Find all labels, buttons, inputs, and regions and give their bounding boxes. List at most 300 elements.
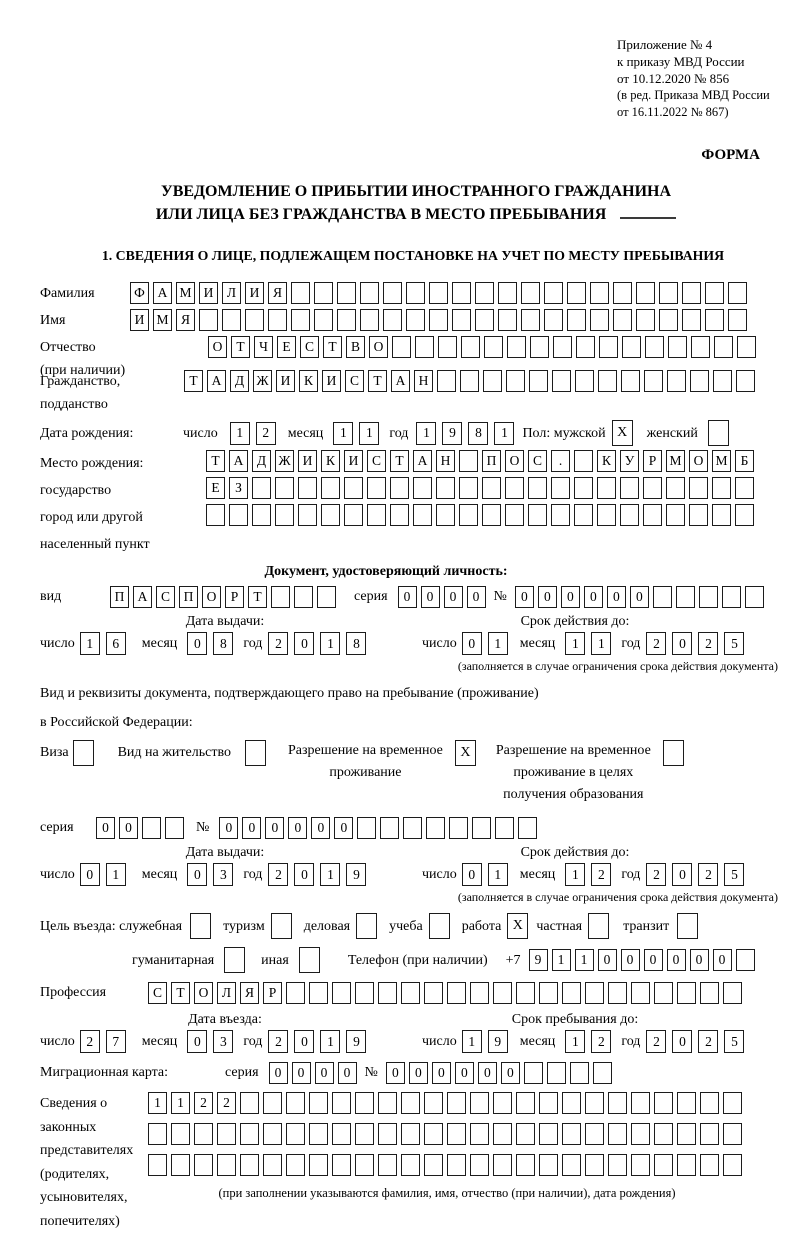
cell[interactable]	[705, 309, 724, 331]
cell[interactable]	[286, 1123, 305, 1145]
cell[interactable]	[529, 370, 548, 392]
cell[interactable]	[271, 586, 290, 608]
cell[interactable]: Т	[248, 586, 267, 608]
cell[interactable]: 1	[488, 863, 508, 886]
cell[interactable]	[314, 282, 333, 304]
cell[interactable]: Е	[206, 477, 225, 499]
cell[interactable]: 0	[455, 1062, 474, 1084]
cell[interactable]	[344, 504, 363, 526]
cell[interactable]	[275, 504, 294, 526]
cell[interactable]: 0	[607, 586, 626, 608]
cell[interactable]: 8	[346, 632, 366, 655]
cell[interactable]	[585, 1154, 604, 1176]
cell[interactable]: А	[207, 370, 226, 392]
cell[interactable]	[506, 370, 525, 392]
cell[interactable]	[378, 1154, 397, 1176]
cell[interactable]	[576, 336, 595, 358]
cell[interactable]: 6	[106, 632, 126, 655]
cell[interactable]	[666, 477, 685, 499]
cell[interactable]	[194, 1123, 213, 1145]
cell[interactable]	[482, 504, 501, 526]
cell[interactable]	[505, 504, 524, 526]
cell[interactable]	[608, 1123, 627, 1145]
cell[interactable]	[294, 586, 313, 608]
cell[interactable]: Л	[222, 282, 241, 304]
cell[interactable]: 8	[213, 632, 233, 655]
cell[interactable]	[424, 1154, 443, 1176]
cell[interactable]: 0	[187, 1030, 207, 1053]
cell[interactable]	[585, 1092, 604, 1114]
cell[interactable]	[689, 477, 708, 499]
cell[interactable]: И	[245, 282, 264, 304]
cell[interactable]	[390, 504, 409, 526]
cell[interactable]: М	[176, 282, 195, 304]
cell[interactable]: 7	[106, 1030, 126, 1053]
cell[interactable]	[426, 817, 445, 839]
cell[interactable]	[355, 1123, 374, 1145]
cell[interactable]: К	[597, 450, 616, 472]
cell[interactable]: Ч	[254, 336, 273, 358]
cell[interactable]: 0	[294, 1030, 314, 1053]
cell[interactable]	[689, 504, 708, 526]
cell[interactable]	[613, 309, 632, 331]
cell[interactable]: 2	[698, 632, 718, 655]
cell[interactable]	[608, 982, 627, 1004]
cell[interactable]	[528, 477, 547, 499]
cell[interactable]: О	[505, 450, 524, 472]
cell[interactable]	[415, 336, 434, 358]
cell[interactable]	[530, 336, 549, 358]
cell[interactable]: 0	[338, 1062, 357, 1084]
cell[interactable]	[597, 504, 616, 526]
cell[interactable]	[723, 1154, 742, 1176]
cell[interactable]: 9	[346, 863, 366, 886]
cell[interactable]	[575, 370, 594, 392]
cell[interactable]	[199, 309, 218, 331]
cell[interactable]: 0	[667, 949, 686, 971]
cell[interactable]	[291, 309, 310, 331]
cell[interactable]: Д	[252, 450, 271, 472]
cell[interactable]	[403, 817, 422, 839]
cell[interactable]: А	[153, 282, 172, 304]
cell[interactable]: 2	[646, 632, 666, 655]
cell[interactable]	[737, 336, 756, 358]
cell[interactable]	[406, 282, 425, 304]
cell[interactable]	[355, 1092, 374, 1114]
cell[interactable]	[309, 1154, 328, 1176]
cell[interactable]	[700, 982, 719, 1004]
cell[interactable]	[337, 309, 356, 331]
cell[interactable]	[367, 504, 386, 526]
cell[interactable]: К	[299, 370, 318, 392]
cell[interactable]	[735, 477, 754, 499]
cell[interactable]	[505, 477, 524, 499]
cell[interactable]	[636, 309, 655, 331]
cell[interactable]	[493, 1123, 512, 1145]
cell[interactable]	[360, 282, 379, 304]
cell[interactable]	[309, 1092, 328, 1114]
cell[interactable]	[493, 1154, 512, 1176]
cell[interactable]	[355, 982, 374, 1004]
cell[interactable]	[472, 817, 491, 839]
cell[interactable]	[360, 309, 379, 331]
cell[interactable]: И	[322, 370, 341, 392]
cell[interactable]	[562, 1123, 581, 1145]
cell[interactable]	[643, 477, 662, 499]
cell[interactable]	[148, 1154, 167, 1176]
cell[interactable]: 0	[119, 817, 138, 839]
cell[interactable]	[585, 1123, 604, 1145]
cell[interactable]	[567, 282, 586, 304]
cell[interactable]: 8	[468, 422, 488, 445]
cell[interactable]	[653, 586, 672, 608]
cell[interactable]	[645, 336, 664, 358]
cell[interactable]	[712, 477, 731, 499]
cell[interactable]	[401, 1123, 420, 1145]
cell[interactable]: 2	[646, 1030, 666, 1053]
purpose-private-checkbox[interactable]	[588, 913, 609, 939]
cell[interactable]	[631, 1154, 650, 1176]
cell[interactable]	[309, 1123, 328, 1145]
cell[interactable]	[498, 282, 517, 304]
cell[interactable]	[171, 1123, 190, 1145]
cell[interactable]: 1	[230, 422, 250, 445]
cell[interactable]: П	[110, 586, 129, 608]
cell[interactable]	[367, 477, 386, 499]
cell[interactable]	[482, 477, 501, 499]
cell[interactable]	[240, 1154, 259, 1176]
cell[interactable]: Т	[231, 336, 250, 358]
cell[interactable]	[459, 450, 478, 472]
cell[interactable]	[677, 1154, 696, 1176]
cell[interactable]	[713, 370, 732, 392]
cell[interactable]	[286, 1092, 305, 1114]
cell[interactable]	[401, 1154, 420, 1176]
cell[interactable]: 0	[444, 586, 463, 608]
cell[interactable]	[590, 309, 609, 331]
cell[interactable]: Т	[184, 370, 203, 392]
cell[interactable]	[309, 982, 328, 1004]
cell[interactable]	[286, 982, 305, 1004]
cell[interactable]: 1	[488, 632, 508, 655]
cell[interactable]	[654, 1123, 673, 1145]
cell[interactable]: 2	[256, 422, 276, 445]
cell[interactable]: О	[689, 450, 708, 472]
cell[interactable]	[524, 1062, 543, 1084]
residence-permit-checkbox[interactable]	[245, 740, 266, 766]
cell[interactable]: Т	[171, 982, 190, 1004]
cell[interactable]	[447, 1154, 466, 1176]
cell[interactable]	[574, 504, 593, 526]
cell[interactable]	[666, 504, 685, 526]
cell[interactable]: А	[391, 370, 410, 392]
cell[interactable]	[460, 370, 479, 392]
cell[interactable]	[539, 1123, 558, 1145]
purpose-official-checkbox[interactable]	[190, 913, 211, 939]
cell[interactable]	[142, 817, 161, 839]
cell[interactable]: И	[130, 309, 149, 331]
cell[interactable]	[621, 370, 640, 392]
cell[interactable]: 2	[194, 1092, 213, 1114]
cell[interactable]: 0	[294, 632, 314, 655]
cell[interactable]: 1	[462, 1030, 482, 1053]
cell[interactable]: 0	[80, 863, 100, 886]
cell[interactable]	[447, 1123, 466, 1145]
cell[interactable]	[475, 309, 494, 331]
cell[interactable]	[544, 282, 563, 304]
cell[interactable]: 3	[213, 1030, 233, 1053]
cell[interactable]: С	[345, 370, 364, 392]
cell[interactable]	[286, 1154, 305, 1176]
cell[interactable]: М	[712, 450, 731, 472]
cell[interactable]: 0	[584, 586, 603, 608]
cell[interactable]: .	[551, 450, 570, 472]
cell[interactable]	[171, 1154, 190, 1176]
cell[interactable]: Ж	[275, 450, 294, 472]
cell[interactable]	[562, 1092, 581, 1114]
cell[interactable]: У	[620, 450, 639, 472]
cell[interactable]: 0	[462, 863, 482, 886]
cell[interactable]	[401, 1092, 420, 1114]
cell[interactable]	[654, 1154, 673, 1176]
cell[interactable]	[659, 309, 678, 331]
cell[interactable]	[321, 477, 340, 499]
cell[interactable]	[516, 1123, 535, 1145]
cell[interactable]	[723, 982, 742, 1004]
cell[interactable]	[383, 309, 402, 331]
cell[interactable]: 1	[565, 632, 585, 655]
cell[interactable]	[438, 336, 457, 358]
cell[interactable]	[357, 817, 376, 839]
cell[interactable]: Д	[230, 370, 249, 392]
cell[interactable]: 2	[80, 1030, 100, 1053]
cell[interactable]	[677, 982, 696, 1004]
cell[interactable]	[429, 309, 448, 331]
cell[interactable]	[590, 282, 609, 304]
cell[interactable]	[677, 1123, 696, 1145]
cell[interactable]	[436, 504, 455, 526]
cell[interactable]: Т	[206, 450, 225, 472]
cell[interactable]	[378, 1092, 397, 1114]
cell[interactable]	[165, 817, 184, 839]
cell[interactable]: 2	[268, 1030, 288, 1053]
cell[interactable]	[498, 309, 517, 331]
cell[interactable]	[275, 477, 294, 499]
cell[interactable]: 1	[565, 863, 585, 886]
cell[interactable]: С	[148, 982, 167, 1004]
cell[interactable]	[470, 1123, 489, 1145]
cell[interactable]: 1	[494, 422, 514, 445]
cell[interactable]	[461, 336, 480, 358]
cell[interactable]: С	[367, 450, 386, 472]
cell[interactable]: 0	[478, 1062, 497, 1084]
cell[interactable]: 1	[552, 949, 571, 971]
cell[interactable]: 0	[538, 586, 557, 608]
cell[interactable]	[705, 282, 724, 304]
cell[interactable]: Я	[240, 982, 259, 1004]
cell[interactable]: О	[208, 336, 227, 358]
cell[interactable]	[291, 282, 310, 304]
cell[interactable]	[667, 370, 686, 392]
cell[interactable]	[298, 504, 317, 526]
cell[interactable]	[378, 982, 397, 1004]
cell[interactable]	[240, 1123, 259, 1145]
cell[interactable]: 1	[416, 422, 436, 445]
cell[interactable]: 3	[213, 863, 233, 886]
cell[interactable]: 0	[644, 949, 663, 971]
cell[interactable]	[728, 282, 747, 304]
cell[interactable]	[562, 982, 581, 1004]
cell[interactable]: И	[344, 450, 363, 472]
cell[interactable]: С	[528, 450, 547, 472]
cell[interactable]: Я	[176, 309, 195, 331]
cell[interactable]	[622, 336, 641, 358]
cell[interactable]	[148, 1123, 167, 1145]
cell[interactable]	[332, 1092, 351, 1114]
cell[interactable]	[654, 982, 673, 1004]
cell[interactable]	[470, 1154, 489, 1176]
cell[interactable]	[332, 1154, 351, 1176]
cell[interactable]	[599, 336, 618, 358]
cell[interactable]	[245, 309, 264, 331]
cell[interactable]: 0	[467, 586, 486, 608]
purpose-tourism-checkbox[interactable]	[271, 913, 292, 939]
cell[interactable]: 0	[501, 1062, 520, 1084]
cell[interactable]: 1	[80, 632, 100, 655]
cell[interactable]	[378, 1123, 397, 1145]
purpose-other-checkbox[interactable]	[299, 947, 320, 973]
cell[interactable]: 0	[713, 949, 732, 971]
purpose-study-checkbox[interactable]	[429, 913, 450, 939]
cell[interactable]: О	[202, 586, 221, 608]
cell[interactable]	[682, 282, 701, 304]
cell[interactable]	[528, 504, 547, 526]
cell[interactable]: 5	[724, 863, 744, 886]
cell[interactable]: 0	[398, 586, 417, 608]
cell[interactable]: С	[156, 586, 175, 608]
cell[interactable]	[314, 309, 333, 331]
cell[interactable]	[263, 1092, 282, 1114]
cell[interactable]	[608, 1154, 627, 1176]
cell[interactable]: 1	[359, 422, 379, 445]
cell[interactable]: 1	[171, 1092, 190, 1114]
cell[interactable]	[263, 1154, 282, 1176]
cell[interactable]	[429, 282, 448, 304]
cell[interactable]	[483, 370, 502, 392]
cell[interactable]	[401, 982, 420, 1004]
cell[interactable]: И	[276, 370, 295, 392]
cell[interactable]: 0	[187, 632, 207, 655]
cell[interactable]: А	[133, 586, 152, 608]
cell[interactable]	[631, 982, 650, 1004]
cell[interactable]: 0	[294, 863, 314, 886]
cell[interactable]	[447, 1092, 466, 1114]
cell[interactable]: Ф	[130, 282, 149, 304]
cell[interactable]	[217, 1123, 236, 1145]
cell[interactable]	[355, 1154, 374, 1176]
cell[interactable]: Е	[277, 336, 296, 358]
cell[interactable]	[574, 477, 593, 499]
cell[interactable]: И	[199, 282, 218, 304]
cell[interactable]	[547, 1062, 566, 1084]
cell[interactable]	[644, 370, 663, 392]
cell[interactable]: 2	[591, 1030, 611, 1053]
cell[interactable]	[570, 1062, 589, 1084]
cell[interactable]	[424, 982, 443, 1004]
cell[interactable]: 0	[242, 817, 261, 839]
cell[interactable]	[735, 504, 754, 526]
cell[interactable]	[722, 586, 741, 608]
cell[interactable]	[206, 504, 225, 526]
cell[interactable]: 0	[672, 632, 692, 655]
cell[interactable]: Т	[390, 450, 409, 472]
cell[interactable]: 5	[724, 1030, 744, 1053]
cell[interactable]	[240, 1092, 259, 1114]
cell[interactable]	[507, 336, 526, 358]
cell[interactable]: 0	[561, 586, 580, 608]
cell[interactable]	[436, 477, 455, 499]
visa-checkbox[interactable]	[73, 740, 94, 766]
cell[interactable]	[736, 370, 755, 392]
cell[interactable]: 0	[432, 1062, 451, 1084]
cell[interactable]	[229, 504, 248, 526]
cell[interactable]: 0	[187, 863, 207, 886]
cell[interactable]: А	[413, 450, 432, 472]
cell[interactable]	[217, 1154, 236, 1176]
cell[interactable]	[484, 336, 503, 358]
cell[interactable]	[636, 282, 655, 304]
cell[interactable]: 2	[646, 863, 666, 886]
cell[interactable]	[712, 504, 731, 526]
cell[interactable]	[521, 309, 540, 331]
cell[interactable]: Т	[323, 336, 342, 358]
cell[interactable]	[493, 982, 512, 1004]
cell[interactable]	[659, 282, 678, 304]
cell[interactable]: 0	[96, 817, 115, 839]
cell[interactable]	[437, 370, 456, 392]
rvp-checkbox[interactable]: X	[455, 740, 476, 766]
cell[interactable]: Б	[735, 450, 754, 472]
cell[interactable]	[585, 982, 604, 1004]
cell[interactable]	[332, 1123, 351, 1145]
cell[interactable]: 0	[315, 1062, 334, 1084]
cell[interactable]	[459, 477, 478, 499]
cell[interactable]	[516, 982, 535, 1004]
cell[interactable]: 1	[591, 632, 611, 655]
cell[interactable]	[690, 370, 709, 392]
cell[interactable]	[424, 1092, 443, 1114]
cell[interactable]: З	[229, 477, 248, 499]
cell[interactable]: 2	[698, 863, 718, 886]
cell[interactable]	[567, 309, 586, 331]
cell[interactable]	[553, 336, 572, 358]
cell[interactable]	[723, 1123, 742, 1145]
cell[interactable]	[700, 1154, 719, 1176]
cell[interactable]: 0	[269, 1062, 288, 1084]
cell[interactable]: 0	[334, 817, 353, 839]
cell[interactable]: 0	[462, 632, 482, 655]
cell[interactable]: Ж	[253, 370, 272, 392]
cell[interactable]	[447, 982, 466, 1004]
cell[interactable]: Р	[225, 586, 244, 608]
cell[interactable]: 1	[320, 632, 340, 655]
cell[interactable]	[691, 336, 710, 358]
cell[interactable]	[222, 309, 241, 331]
cell[interactable]: Т	[368, 370, 387, 392]
cell[interactable]	[493, 1092, 512, 1114]
cell[interactable]: 0	[672, 1030, 692, 1053]
cell[interactable]: П	[482, 450, 501, 472]
